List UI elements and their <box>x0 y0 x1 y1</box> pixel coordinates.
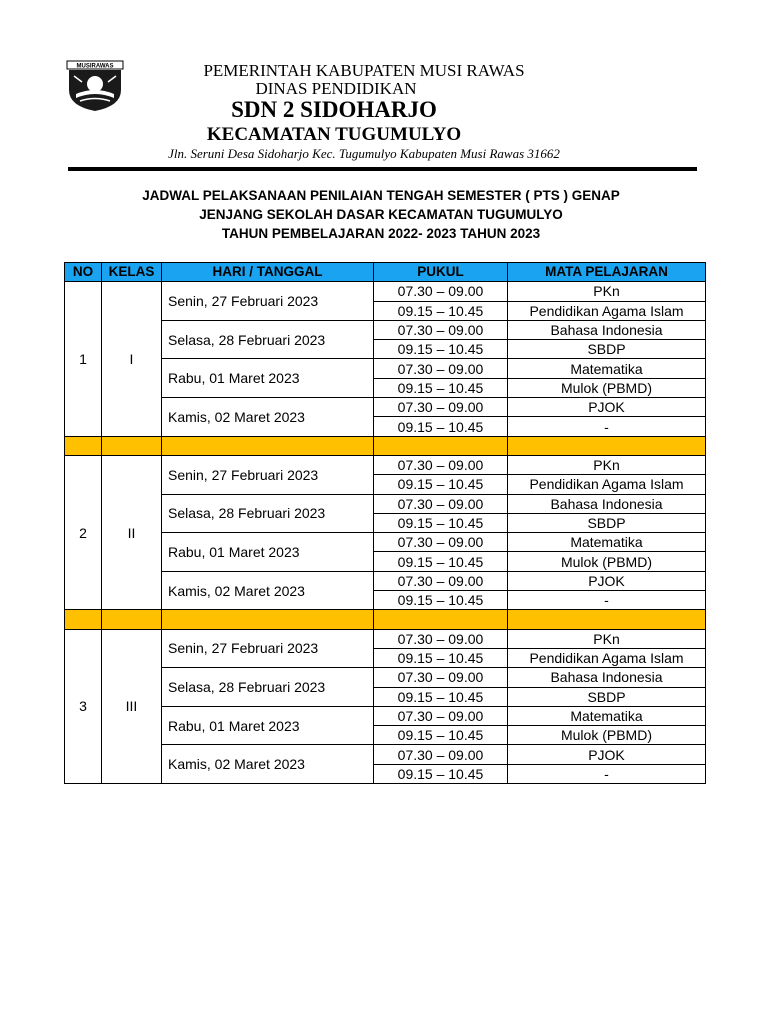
table-row <box>65 706 706 725</box>
separator-cell <box>374 610 508 629</box>
separator-cell <box>162 436 374 455</box>
row-subject: PKn <box>508 629 706 648</box>
separator-cell <box>65 610 102 629</box>
row-date: Selasa, 28 Februari 2023 <box>162 320 374 359</box>
table-row <box>65 533 706 552</box>
group-separator-row <box>65 610 706 629</box>
row-time: 09.15 – 10.45 <box>374 726 508 745</box>
row-subject: PKn <box>508 282 706 301</box>
row-subject: Pendidikan Agama Islam <box>508 475 706 494</box>
school-address: Jln. Seruni Desa Sidoharjo Kec. Tugumulyo Kabupaten Musi Rawas 31662 <box>168 146 560 161</box>
row-subject: PJOK <box>508 571 706 590</box>
row-time: 07.30 – 09.00 <box>374 320 508 339</box>
table-row <box>65 668 706 687</box>
row-time: 09.15 – 10.45 <box>374 591 508 610</box>
district-name: KECAMATAN TUGUMULYO <box>206 124 462 145</box>
header-hari-tanggal: HARI / TANGGAL <box>162 263 374 282</box>
row-time: 09.15 – 10.45 <box>374 687 508 706</box>
row-subject: PKn <box>508 455 706 474</box>
row-time: 07.30 – 09.00 <box>374 455 508 474</box>
row-subject: - <box>508 417 706 436</box>
letterhead <box>0 0 768 175</box>
row-subject: SBDP <box>508 687 706 706</box>
separator-cell <box>102 610 162 629</box>
row-subject: Matematika <box>508 533 706 552</box>
schedule-table <box>64 262 706 784</box>
separator-cell <box>65 436 102 455</box>
row-time: 07.30 – 09.00 <box>374 398 508 417</box>
row-subject: Mulok (PBMD) <box>508 378 706 397</box>
row-subject: PJOK <box>508 745 706 764</box>
row-subject: Matematika <box>508 706 706 725</box>
row-kelas: III <box>102 629 162 783</box>
row-subject: Pendidikan Agama Islam <box>508 301 706 320</box>
table-row <box>65 282 706 301</box>
row-time: 09.15 – 10.45 <box>374 378 508 397</box>
row-kelas: I <box>102 282 162 436</box>
table-row <box>65 629 706 648</box>
row-time: 09.15 – 10.45 <box>374 475 508 494</box>
row-date: Senin, 27 Februari 2023 <box>162 455 374 494</box>
document-title-line1: JADWAL PELAKSANAAN PENILAIAN TENGAH SEMESTER ( PTS ) GENAP <box>142 188 620 203</box>
row-no: 2 <box>65 455 102 609</box>
row-date: Selasa, 28 Februari 2023 <box>162 494 374 533</box>
separator-cell <box>508 610 706 629</box>
document-title-line3: TAHUN PEMBELAJARAN 2022- 2023 TAHUN 2023 <box>221 226 541 241</box>
row-time: 09.15 – 10.45 <box>374 513 508 532</box>
document-title-line2: JENJANG SEKOLAH DASAR KECAMATAN TUGUMULYO <box>199 207 563 222</box>
row-time: 09.15 – 10.45 <box>374 764 508 783</box>
table-row <box>65 494 706 513</box>
row-time: 09.15 – 10.45 <box>374 301 508 320</box>
row-subject: Mulok (PBMD) <box>508 552 706 571</box>
government-name: PEMERINTAH KABUPATEN MUSI RAWAS <box>203 61 525 80</box>
row-subject: Bahasa Indonesia <box>508 320 706 339</box>
row-time: 09.15 – 10.45 <box>374 340 508 359</box>
table-row <box>65 359 706 378</box>
table-row <box>65 745 706 764</box>
row-time: 07.30 – 09.00 <box>374 533 508 552</box>
row-date: Senin, 27 Februari 2023 <box>162 282 374 321</box>
department-name: DINAS PENDIDIKAN <box>255 79 417 98</box>
row-date: Rabu, 01 Maret 2023 <box>162 706 374 745</box>
row-time: 07.30 – 09.00 <box>374 359 508 378</box>
row-date: Senin, 27 Februari 2023 <box>162 629 374 668</box>
row-time: 07.30 – 09.00 <box>374 668 508 687</box>
row-subject: Mulok (PBMD) <box>508 726 706 745</box>
row-time: 07.30 – 09.00 <box>374 494 508 513</box>
row-time: 07.30 – 09.00 <box>374 629 508 648</box>
header-pukul: PUKUL <box>374 263 508 282</box>
table-row <box>65 320 706 339</box>
svg-text:MUSIRAWAS: MUSIRAWAS <box>76 63 114 70</box>
header-kelas: KELAS <box>102 263 162 282</box>
school-name: SDN 2 SIDOHARJO <box>231 97 437 122</box>
row-date: Kamis, 02 Maret 2023 <box>162 745 374 784</box>
row-time: 07.30 – 09.00 <box>374 282 508 301</box>
row-date: Rabu, 01 Maret 2023 <box>162 359 374 398</box>
row-time: 07.30 – 09.00 <box>374 571 508 590</box>
row-subject: Matematika <box>508 359 706 378</box>
group-separator-row <box>65 436 706 455</box>
row-no: 3 <box>65 629 102 783</box>
header-mata-pelajaran: MATA PELAJARAN <box>508 263 706 282</box>
row-time: 09.15 – 10.45 <box>374 648 508 667</box>
row-kelas: II <box>102 455 162 609</box>
row-time: 09.15 – 10.45 <box>374 552 508 571</box>
row-subject: - <box>508 591 706 610</box>
table-row <box>65 571 706 590</box>
row-time: 09.15 – 10.45 <box>374 417 508 436</box>
header-no: NO <box>65 263 102 282</box>
row-subject: SBDP <box>508 340 706 359</box>
separator-cell <box>162 610 374 629</box>
table-header-row <box>65 263 706 282</box>
row-subject: PJOK <box>508 398 706 417</box>
row-time: 07.30 – 09.00 <box>374 706 508 725</box>
letterhead-divider <box>68 167 697 171</box>
table-row <box>65 398 706 417</box>
row-date: Kamis, 02 Maret 2023 <box>162 398 374 437</box>
schedule-body <box>65 282 706 784</box>
row-subject: Bahasa Indonesia <box>508 494 706 513</box>
row-no: 1 <box>65 282 102 436</box>
row-subject: SBDP <box>508 513 706 532</box>
row-date: Selasa, 28 Februari 2023 <box>162 668 374 707</box>
row-date: Kamis, 02 Maret 2023 <box>162 571 374 610</box>
row-date: Rabu, 01 Maret 2023 <box>162 533 374 572</box>
row-time: 07.30 – 09.00 <box>374 745 508 764</box>
row-subject: - <box>508 764 706 783</box>
separator-cell <box>374 436 508 455</box>
row-subject: Bahasa Indonesia <box>508 668 706 687</box>
table-row <box>65 455 706 474</box>
row-subject: Pendidikan Agama Islam <box>508 648 706 667</box>
separator-cell <box>102 436 162 455</box>
separator-cell <box>508 436 706 455</box>
